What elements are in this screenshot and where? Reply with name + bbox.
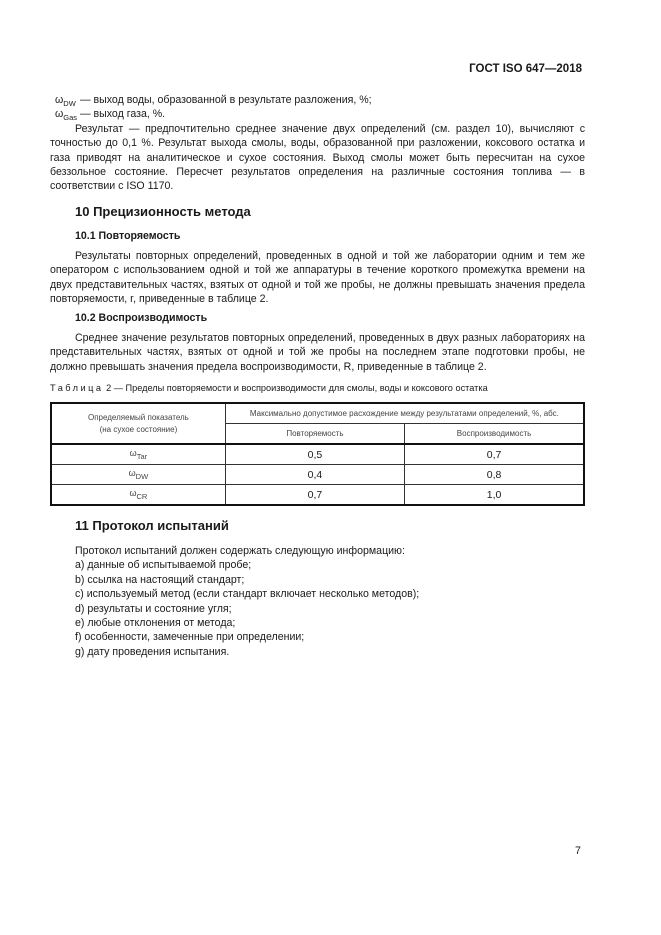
table-caption-label: Таблица xyxy=(50,383,104,393)
symbol-text: — выход воды, образованной в результате разложения, %; xyxy=(79,94,372,106)
list-item: e) любые отклонения от метода; xyxy=(75,617,236,630)
repeatability-cell: 0,4 xyxy=(225,465,404,485)
document-header: ГОСТ ISO 647—2018 xyxy=(469,63,582,75)
symbol: ω xyxy=(128,468,136,478)
table-header-row xyxy=(51,403,584,424)
symbol-definition xyxy=(55,94,372,108)
list-item: f) особенности, замеченные при определении; xyxy=(75,631,305,644)
symbol-subscript: Gas xyxy=(63,113,78,122)
protocol-intro: Протокол испытаний должен содержать следующую информацию: xyxy=(75,545,405,557)
symbol: ω xyxy=(55,94,64,106)
symbol: ω xyxy=(129,448,137,458)
column-header-indicator xyxy=(51,403,225,444)
list-item: d) результаты и состояние угля; xyxy=(75,602,232,615)
symbol-subscript: DW xyxy=(63,99,76,108)
section-10-1-heading: 10.1 Повторяемость xyxy=(75,230,181,242)
symbol-subscript: DW xyxy=(135,472,149,481)
indicator-cell xyxy=(51,465,225,485)
reproducibility-cell: 0,8 xyxy=(405,465,584,485)
reproducibility-cell: 1,0 xyxy=(405,485,584,506)
column-header-reproducibility: Воспроизводимость xyxy=(405,424,584,445)
column-group-header: Максимально допустимое расхождение между результатами определений, %, абс. xyxy=(225,403,584,424)
symbol-subscript: Tar xyxy=(136,452,148,461)
protocol-list xyxy=(75,544,419,659)
table-row xyxy=(51,465,584,485)
header-line: Определяемый показатель xyxy=(87,412,189,422)
precision-table xyxy=(50,402,585,506)
indicator-cell xyxy=(51,485,225,506)
repeatability-cell: 0,5 xyxy=(225,444,404,465)
section-10-2-heading: 10.2 Воспроизводимость xyxy=(75,312,208,324)
symbol-definition xyxy=(55,108,165,122)
table-row xyxy=(51,444,584,465)
header-line: (на сухое состояние) xyxy=(99,424,178,434)
table-caption-text: 2 — Пределы повторяемости и воспроизводимости для смолы, воды и коксового остатка xyxy=(106,383,488,393)
table-caption xyxy=(50,383,488,393)
repeatability-cell: 0,7 xyxy=(225,485,404,506)
section-11-heading: 11 Протокол испытаний xyxy=(75,518,229,533)
page-number: 7 xyxy=(575,845,581,857)
result-paragraph: Результат — предпочтительно среднее значение двух определений (см. раздел 10), вычисляют с точностью до 0,1 %. Результат выхода смолы, воды, образованной при разложении, коксового остатка и газа приводят на аналитическое и сухое состояния. Выход смолы может быть пересчитан на сухое беззольное состояние. Пересчет результатов определения на различные состояния топлива — в соответствии с ISO 1170. xyxy=(50,123,585,193)
reproducibility-paragraph: Среднее значение результатов повторных определений, проведенных в двух разных лабораториях на представительных частях, взятых от одной и той же пробы на последнем этапе подготовки пробы, не должно превышать значения предела воспроизводимости, R, приведенные в таблице 2. xyxy=(50,332,585,373)
repeatability-paragraph: Результаты повторных определений, проведенных в одной и той же лаборатории одним и тем же оператором с использованием одной и той же аппаратуры в течение короткого промежутка времени на двух представительных частях, взятых от одной и той же пробы, не должны превышать значения предела повторяемости, r, приведенные в таблице 2. xyxy=(50,250,585,305)
symbol: ω xyxy=(129,488,137,498)
symbol-text: — выход газа, %. xyxy=(79,108,166,120)
symbol: ω xyxy=(55,108,64,120)
column-header-repeatability: Повторяемость xyxy=(225,424,404,445)
table-row xyxy=(51,485,584,506)
reproducibility-cell: 0,7 xyxy=(405,444,584,465)
list-item: a) данные об испытываемой пробе; xyxy=(75,559,252,572)
list-item: g) дату проведения испытания. xyxy=(75,645,230,658)
indicator-cell xyxy=(51,444,225,465)
symbol-subscript: CR xyxy=(136,492,148,501)
section-10-heading: 10 Прецизионность метода xyxy=(75,204,251,219)
list-item: b) ссылка на настоящий стандарт; xyxy=(75,573,245,586)
list-item: c) используемый метод (если стандарт включает несколько методов); xyxy=(75,588,420,601)
